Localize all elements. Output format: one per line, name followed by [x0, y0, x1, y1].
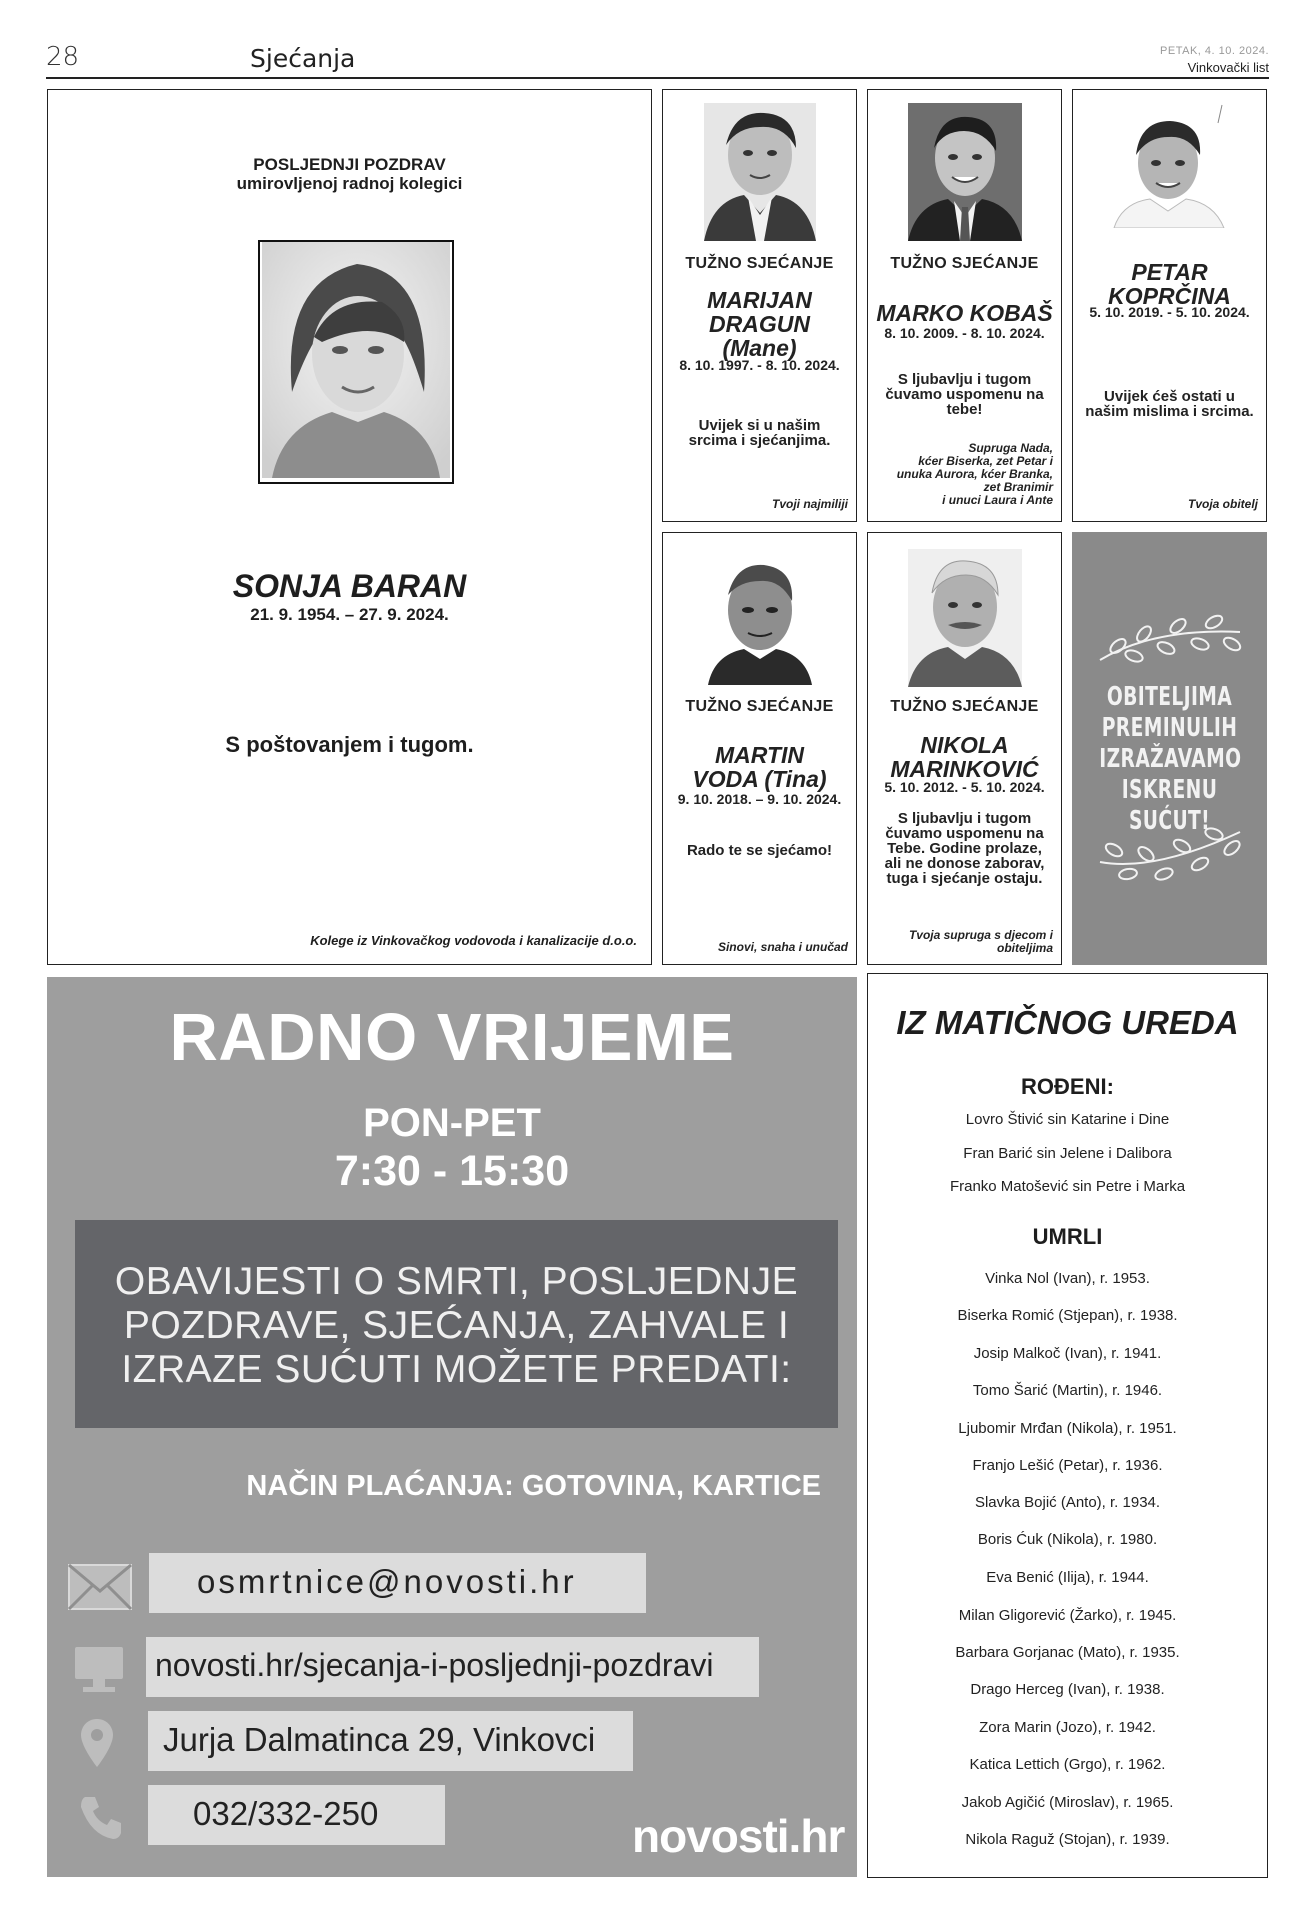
- registry-office-box: [867, 973, 1268, 1878]
- notice-message: Uvijek si u našim srcima i sjećanjima.: [688, 417, 831, 449]
- novosti-logo: novosti.hr: [632, 1810, 845, 1862]
- notice-signature: Kolege iz Vinkovačkog vodovoda i kanalizacije d.o.o.: [310, 933, 637, 948]
- portrait-photo: [258, 240, 454, 484]
- notice-marijan-dragun: [662, 89, 857, 522]
- deceased-name: SONJA BARAN: [232, 568, 467, 604]
- notice-message: S ljubavlju i tugom čuvamo uspomenu na tebe!: [885, 371, 1044, 418]
- life-dates: 5. 10. 2012. - 5. 10. 2024.: [884, 779, 1045, 795]
- condolence-box: [1072, 532, 1267, 965]
- notice-martin-voda: [662, 532, 857, 965]
- death-entry: Eva Benić (Ilija), r. 1944.: [986, 1569, 1149, 1586]
- death-entry: Franjo Lešić (Petar), r. 1936.: [972, 1457, 1163, 1474]
- notice-message: Rado te se sjećamo!: [686, 842, 833, 859]
- deceased-name: PETAR KOPRČINA: [1108, 259, 1231, 309]
- death-entry: Boris Ćuk (Nikola), r. 1980.: [977, 1531, 1158, 1548]
- death-entry: Josip Malkoč (Ivan), r. 1941.: [973, 1345, 1162, 1362]
- laurel-branch-bottom-icon: [1094, 822, 1246, 884]
- born-heading: ROĐENI:: [1021, 1074, 1114, 1099]
- death-entry: Milan Gligorević (Žarko), r. 1945.: [958, 1607, 1177, 1624]
- notice-subheading: umirovljenoj radnoj kolegici: [236, 174, 463, 193]
- death-entry: Slavka Bojić (Anto), r. 1934.: [974, 1494, 1161, 1511]
- office-address: Jurja Dalmatinca 29, Vinkovci: [148, 1711, 633, 1771]
- deceased-name: NIKOLA MARINKOVIĆ: [890, 732, 1039, 782]
- life-dates: 21. 9. 1954. – 27. 9. 2024.: [250, 605, 449, 624]
- death-entry: Barbara Gorjanac (Mato), r. 1935.: [955, 1644, 1180, 1661]
- laurel-branch-top-icon: [1094, 610, 1246, 672]
- notice-caption: TUŽNO SJEĆANJE: [890, 698, 1039, 715]
- issue-date: PETAK, 4. 10. 2024.: [1160, 45, 1269, 57]
- section-title: Sjećanja: [250, 44, 356, 73]
- life-dates: 5. 10. 2019. - 5. 10. 2024.: [1089, 304, 1250, 320]
- birth-entry: Fran Barić sin Jelene i Dalibora: [963, 1145, 1172, 1162]
- notice-signature: Tvoji najmiliji: [771, 497, 848, 511]
- death-entry: Nikola Raguž (Stojan), r. 1939.: [965, 1831, 1170, 1848]
- condolence-message: OBITELJIMA PREMINULIH IZRAŽAVAMO ISKRENU SUĆUT!: [1099, 682, 1242, 836]
- notice-signature: Tvoja obitelj: [1187, 497, 1258, 511]
- death-entry: Tomo Šarić (Martin), r. 1946.: [972, 1382, 1163, 1399]
- payment-methods: NAČIN PLAĆANJA: GOTOVINA, KARTICE: [246, 1470, 821, 1502]
- ad-title: RADNO VRIJEME: [169, 1000, 735, 1075]
- life-dates: 8. 10. 2009. - 8. 10. 2024.: [884, 325, 1045, 341]
- email-address[interactable]: osmrtnice@novosti.hr: [149, 1553, 646, 1613]
- notice-signature: Supruga Nada, kćer Biserka, zet Petar i unuka Aurora, kćer Branka, zet Branimir i unuci Laura i Ante: [896, 441, 1053, 507]
- ad-info-box: [75, 1220, 838, 1428]
- notice-caption: TUŽNO SJEĆANJE: [685, 255, 834, 272]
- birth-entry: Lovro Štivić sin Katarine i Dine: [965, 1111, 1170, 1128]
- ad-info-text: OBAVIJESTI O SMRTI, POSLJEDNJE POZDRAVE, SJEĆANJA, ZAHVALE I IZRAZE SUĆUTI MOŽETE PREDATI:: [114, 1260, 799, 1391]
- header-rule: [46, 77, 1269, 79]
- portrait-photo: [708, 555, 812, 685]
- notice-caption: TUŽNO SJEĆANJE: [890, 255, 1039, 272]
- notice-message: Uvijek ćeš ostati u našim mislima i srcima.: [1085, 388, 1254, 420]
- newspaper-name: Vinkovački list: [1187, 60, 1269, 75]
- death-entry: Vinka Nol (Ivan), r. 1953.: [985, 1270, 1150, 1287]
- deceased-name: MARKO KOBAŠ: [876, 300, 1053, 326]
- portrait-photo: [704, 103, 816, 241]
- portrait-photo: [1110, 103, 1230, 228]
- notice-message: S ljubavlju i tugom čuvamo uspomenu na Tebe. Godine prolaze, ali ne donose zaborav, tuga i sjećanje ostaju.: [884, 810, 1045, 887]
- phone-icon: [77, 1793, 125, 1841]
- death-entry: Zora Marin (Jozo), r. 1942.: [979, 1719, 1156, 1736]
- portrait-photo: [908, 549, 1022, 687]
- notice-caption: TUŽNO SJEĆANJE: [685, 698, 834, 715]
- birth-entry: Franko Matošević sin Petre i Marka: [949, 1178, 1186, 1195]
- notice-nikola-marinkovic: [867, 532, 1062, 965]
- death-entry: Katica Lettich (Grgo), r. 1962.: [969, 1756, 1166, 1773]
- website-link[interactable]: novosti.hr/sjecanja-i-posljednji-pozdravi: [146, 1637, 759, 1697]
- deceased-name: MARTIN VODA (Tina): [692, 742, 827, 792]
- death-entry: Ljubomir Mrđan (Nikola), r. 1951.: [958, 1420, 1177, 1437]
- notice-marko-kobas: [867, 89, 1062, 522]
- registry-title: IZ MATIČNOG UREDA: [896, 1004, 1239, 1041]
- death-entry: Jakob Agičić (Miroslav), r. 1965.: [961, 1794, 1174, 1811]
- location-pin-icon: [79, 1717, 115, 1769]
- ad-hours: 7:30 - 15:30: [334, 1147, 570, 1195]
- notice-signature: Sinovi, snaha i unučad: [717, 940, 848, 954]
- life-dates: 9. 10. 2018. – 9. 10. 2024.: [677, 791, 842, 807]
- died-heading: UMRLI: [1032, 1224, 1103, 1249]
- page-number: 28: [46, 42, 80, 72]
- working-hours-ad: [47, 977, 857, 1877]
- notice-message: S poštovanjem i tugom.: [225, 732, 474, 757]
- death-entry: Biserka Romić (Stjepan), r. 1938.: [957, 1307, 1178, 1324]
- notice-petar-koprcina: [1072, 89, 1267, 522]
- deceased-name: MARIJAN DRAGUN (Mane): [707, 287, 812, 361]
- notice-heading: POSLJEDNJI POZDRAV: [253, 155, 446, 174]
- death-entry: Drago Herceg (Ivan), r. 1938.: [970, 1681, 1165, 1698]
- notice-signature: Tvoja supruga s djecom i obiteljima: [908, 928, 1053, 955]
- mail-icon: [67, 1563, 133, 1611]
- ad-days: PON-PET: [363, 1101, 541, 1145]
- phone-number[interactable]: 032/332-250: [148, 1785, 445, 1845]
- notice-sonja-baran: [47, 89, 652, 965]
- portrait-photo: [908, 103, 1022, 241]
- monitor-icon: [73, 1645, 125, 1695]
- life-dates: 8. 10. 1997. - 8. 10. 2024.: [679, 357, 840, 373]
